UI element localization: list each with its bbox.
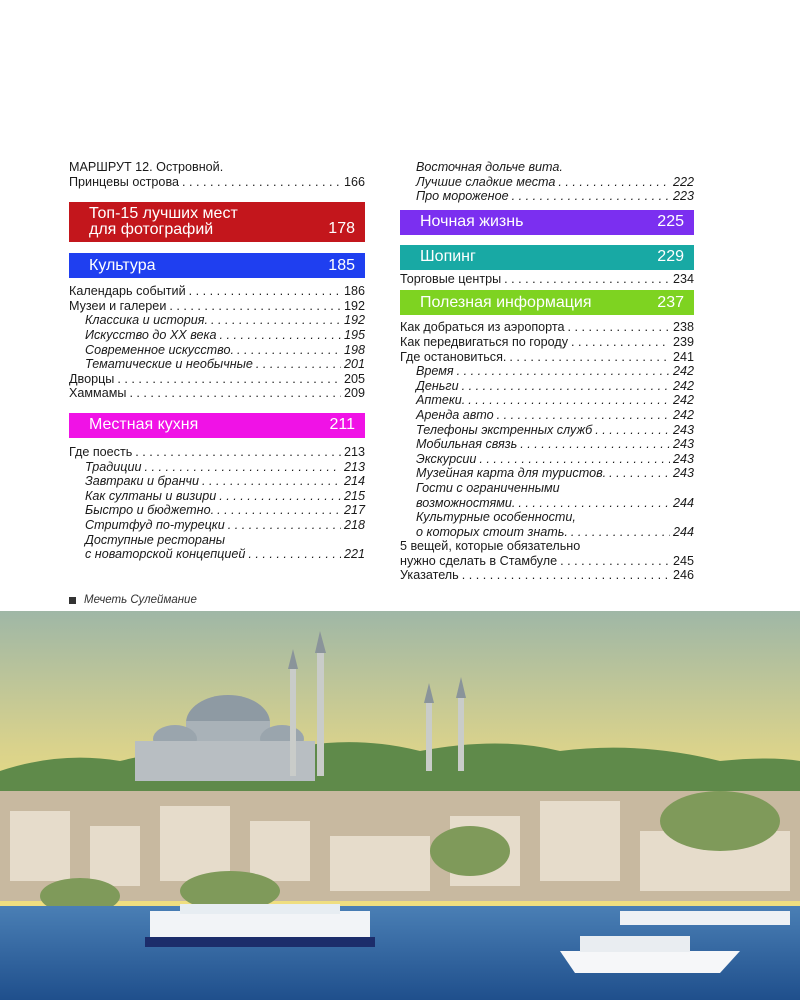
banner-info-page: 237 [657,293,684,311]
toc-entry-guests[interactable]: возможностями. . . . 244 [400,496,694,511]
banner-top15-page: 178 [328,220,355,238]
food-entry[interactable]: Стритфуд по-турецки . . . 218 [69,518,365,533]
culture-entry[interactable]: Искусство до XX века . . . 195 [69,328,365,343]
toc-entry-dolce-line1: Восточная дольче вита. [416,160,563,174]
toc-entry-index[interactable]: Указатель . . . 246 [400,568,694,583]
banner-top15-line1: Топ-15 лучших мест [89,205,238,223]
culture-entry[interactable]: Календарь событий . . . 186 [69,284,365,299]
toc-entry-ice-cream[interactable]: Про мороженое . . . 223 [400,189,694,204]
info-entry[interactable]: Телефоны экстренных служб . . . 243 [400,423,694,438]
banner-nightlife-title: Ночная жизнь [420,213,524,231]
toc-right-column [400,160,694,583]
toc-entry-innovative[interactable]: с новаторской концепцией . . . 221 [69,547,365,562]
culture-entry[interactable]: Современное искусство. . . . 198 [69,343,365,358]
info-entry[interactable]: Как передвигаться по городу . . . 239 [400,335,694,350]
culture-entry[interactable]: Классика и история. . . . 192 [69,313,365,328]
banner-top15-line2: для фотографий [89,221,214,239]
toc-entry-princes-islands[interactable]: Принцевы острова . . . 166 [69,175,365,190]
info-entry[interactable]: Время . . . 242 [400,364,694,379]
food-entry[interactable]: Завтраки и бранчи . . . 214 [69,474,365,489]
banner-shopping-title: Шопинг [420,248,476,266]
toc-route-title: МАРШРУТ 12. Островной. [69,160,224,174]
info-entry[interactable]: Экскурсии . . . 243 [400,452,694,467]
photo-caption [69,594,197,606]
culture-entry[interactable]: Хаммамы . . . 209 [69,386,365,401]
info-entry[interactable]: Аренда авто . . . 242 [400,408,694,423]
section-banner-nightlife[interactable] [400,210,694,235]
toc-entry-five-things[interactable]: нужно сделать в Стамбуле . . . 245 [400,554,694,569]
toc-entry-five-line1: 5 вещей, которые обязательно [400,539,581,554]
culture-entry[interactable]: Дворцы . . . 205 [69,372,365,387]
banner-shopping-page: 229 [657,248,684,266]
toc-entry-cultural[interactable]: о которых стоит знать. . . . 244 [400,525,694,540]
info-entry[interactable]: Музейная карта для туристов. . . . 243 [400,466,694,481]
banner-culture-title: Культура [89,256,156,274]
banner-food-title: Местная кухня [89,416,199,434]
caption-square-icon [69,597,76,604]
info-entry[interactable]: Мобильная связь . . . 243 [400,437,694,452]
info-entry[interactable]: Где остановиться. . . . 241 [400,350,694,365]
banner-info-title: Полезная информация [420,293,592,311]
banner-food-page: 211 [329,416,355,434]
section-banner-shopping[interactable] [400,245,694,270]
toc-entry-malls[interactable]: Торговые центры . . . 234 [400,272,694,287]
section-banner-useful-info[interactable] [400,290,694,315]
food-list [69,445,365,533]
info-entry[interactable]: Аптеки. . . . 242 [400,393,694,408]
culture-entry[interactable]: Музеи и галереи . . . 192 [69,299,365,314]
toc-left-column [69,160,365,562]
culture-list [69,284,365,401]
info-list [400,320,694,481]
section-banner-food[interactable] [69,413,365,438]
food-entry[interactable]: Быстро и бюджетно. . . . 217 [69,503,365,518]
info-entry[interactable]: Как добраться из аэропорта . . . 238 [400,320,694,335]
toc-entry-cultural-line1: Культурные особенности, [416,510,576,525]
section-banner-top15[interactable] [69,202,365,242]
toc-entry-innovative-line1: Доступные рестораны [85,532,226,547]
istanbul-skyline-photo [0,611,800,1000]
banner-culture-page: 185 [328,256,355,274]
banner-nightlife-page: 225 [657,213,684,231]
info-entry[interactable]: Деньги . . . 242 [400,379,694,394]
food-entry[interactable]: Традиции . . . 213 [69,460,365,475]
toc-entry-guests-line1: Гости с ограниченными [416,480,560,495]
section-banner-culture[interactable] [69,253,365,278]
food-entry[interactable]: Как султаны и визири . . . 215 [69,489,365,504]
food-entry[interactable]: Где поесть . . . 213 [69,445,365,460]
culture-entry[interactable]: Тематические и необычные . . . 201 [69,357,365,372]
photo-caption-text: Мечеть Сулеймание [84,594,197,606]
toc-entry-sweet-places[interactable]: Лучшие сладкие места . . . 222 [400,175,694,190]
